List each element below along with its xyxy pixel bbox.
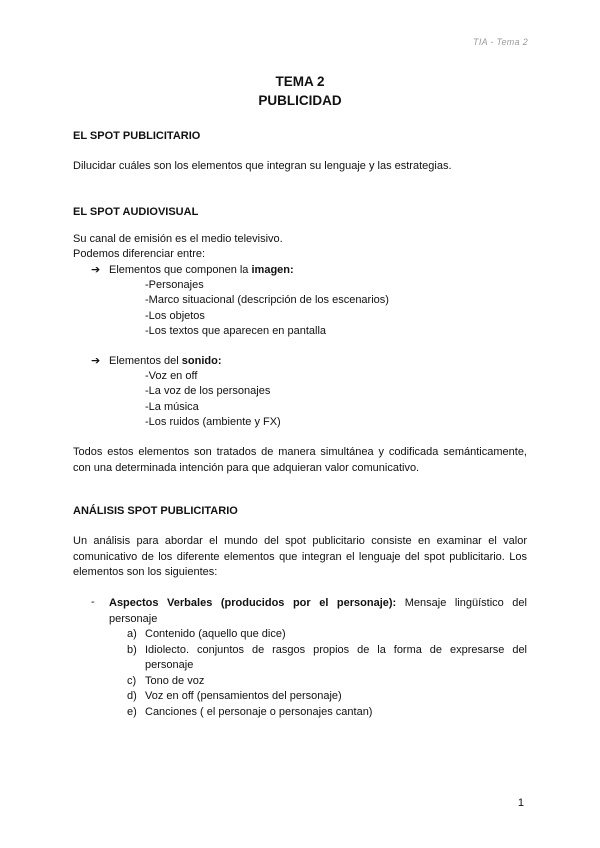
list-item: -Marco situacional (descripción de los escenarios) <box>145 294 389 307</box>
sonido-items <box>145 369 281 430</box>
bullet-sonido: ➔ Elementos del sonido: <box>91 355 222 367</box>
list-item: -Voz en off <box>145 370 198 382</box>
arrow-icon: ➔ <box>91 264 101 276</box>
list-item: a) Contenido (aquello que dice) <box>127 628 286 640</box>
list-item: b) Idiolecto. conjuntos de rasgos propios de la forma de expresarse del personaje <box>127 643 527 671</box>
imagen-items <box>145 278 389 339</box>
list-item: e) Canciones ( el personaje o personajes cantan) <box>127 705 373 718</box>
line-canal: Su canal de emisión es el medio televisivo. <box>73 233 283 245</box>
heading-spot-audiovisual: EL SPOT AUDIOVISUAL <box>73 206 199 218</box>
list-item: -Personajes <box>145 279 204 291</box>
bullet-imagen: ➔ Elementos que componen la imagen: <box>91 264 294 276</box>
page-number: 1 <box>517 797 524 809</box>
dash-bullet: - <box>91 596 95 608</box>
verbal-items <box>127 627 527 720</box>
list-item: c) Tono de voz <box>127 674 205 687</box>
list-item: -Los objetos <box>145 309 205 322</box>
list-item: d) Voz en off (pensamientos del personaje) <box>127 690 342 702</box>
paragraph-todos: Todos estos elementos son tratados de manera simultánea y codificada semánticamente, con una determinada intención para que adquieran valor comunicativo. <box>73 446 527 474</box>
paragraph-dilucidar: Dilucidar cuáles son los elementos que integran su lenguaje y las estrategias. <box>73 160 452 172</box>
list-item: -Los ruidos (ambiente y FX) <box>145 415 281 428</box>
running-header: TIA - Tema 2 <box>473 37 528 47</box>
heading-spot-publicitario: EL SPOT PUBLICITARIO <box>73 130 201 142</box>
list-item: -Los textos que aparecen en pantalla <box>145 324 327 337</box>
paragraph-analisis: Un análisis para abordar el mundo del spot publicitario consiste en examinar el valor comunicativo de los diferente elementos que integran el lenguaje del spot publicitario. Los elementos son los siguientes: <box>73 535 527 578</box>
list-item: -La voz de los personajes <box>145 385 271 398</box>
heading-analisis: ANÁLISIS SPOT PUBLICITARIO <box>73 505 238 517</box>
arrow-icon: ➔ <box>91 355 101 367</box>
title-tema: TEMA 2 <box>275 74 325 89</box>
line-podemos: Podemos diferenciar entre: <box>73 248 206 260</box>
title-publicidad: PUBLICIDAD <box>258 93 342 108</box>
list-item: -La música <box>145 400 199 413</box>
aspectos-verbales: Aspectos Verbales (producidos por el personaje): Mensaje lingüístico del personaje <box>109 597 527 625</box>
